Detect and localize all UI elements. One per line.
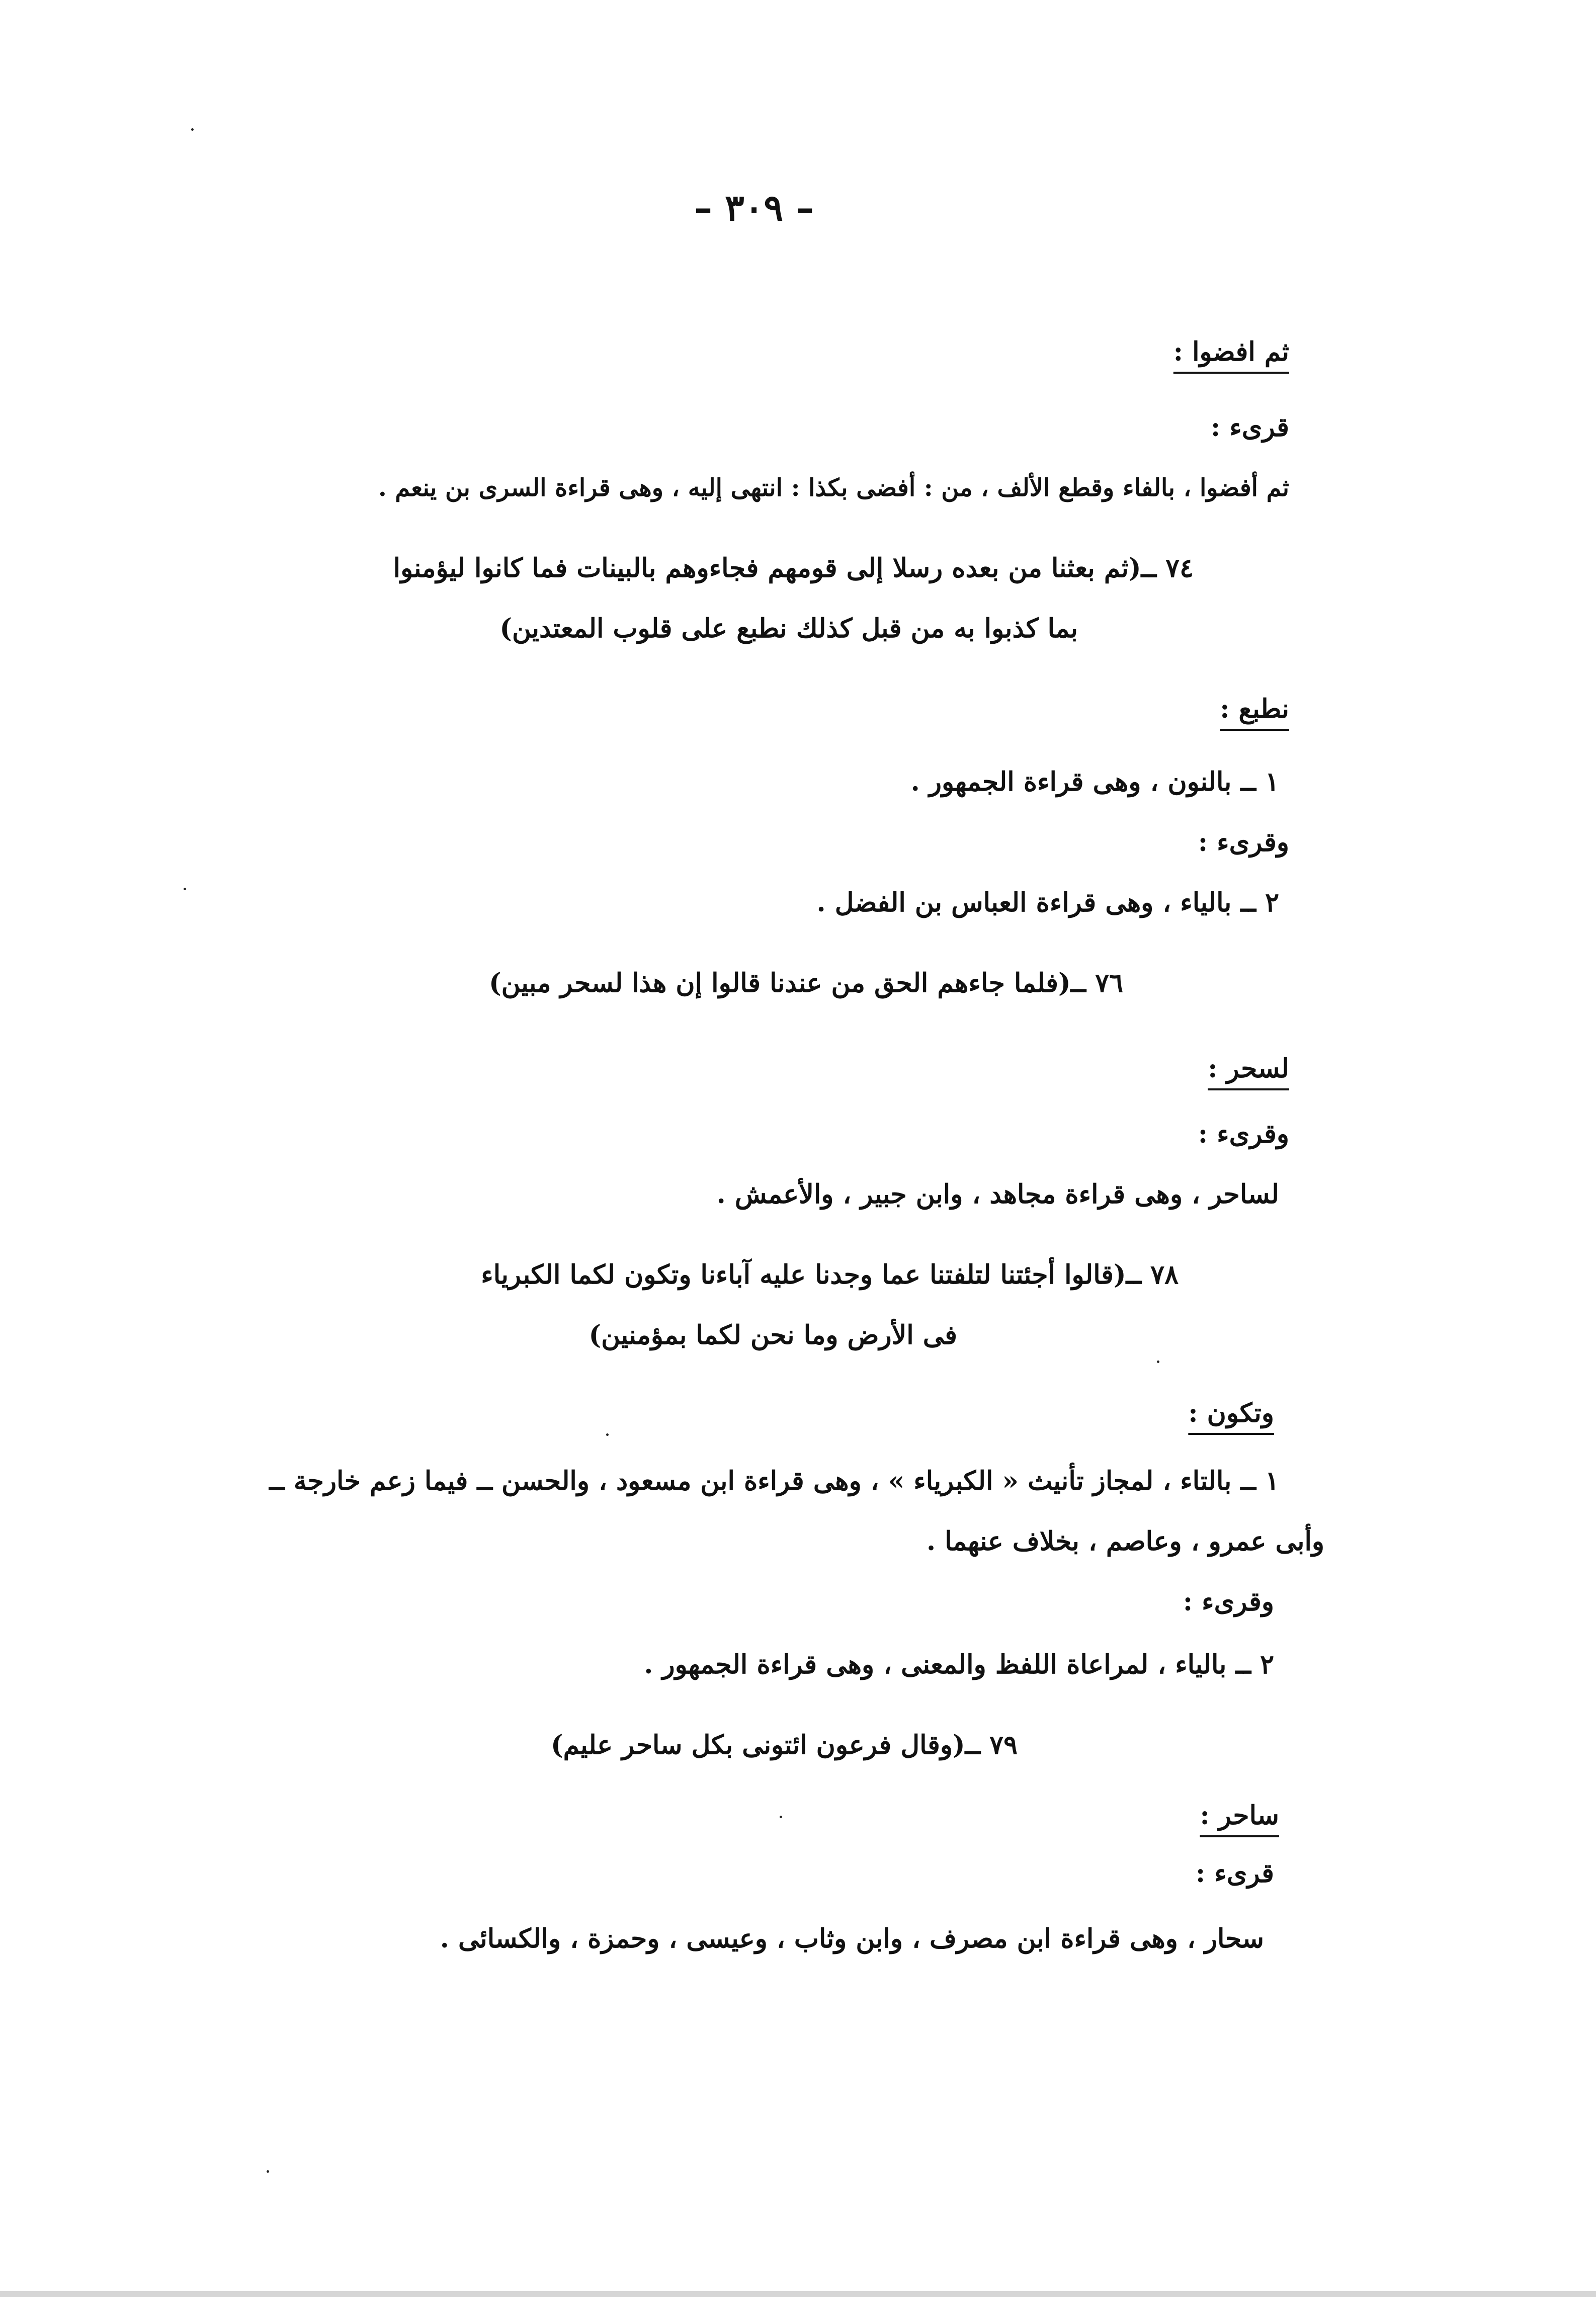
text-line: قرىء : — [1196, 1858, 1274, 1889]
section-heading: ساحر : — [1200, 1800, 1279, 1831]
scan-speck — [606, 1433, 609, 1436]
text-line: ثم أفضوا ، بالفاء وقطع الألف ، من : أفضى بكذا : انتهى إليه ، وهى قراءة السرى بن ينعم . — [378, 474, 1289, 502]
text-line: قرىء : — [1211, 412, 1289, 443]
section-heading: لسحر : — [1208, 1053, 1289, 1084]
scan-speck — [267, 2170, 269, 2173]
verse-line: ٧٩ ــ(وقال فرعون ائتونى بكل ساحر عليم) — [550, 1730, 1018, 1760]
text-line: ٢ ــ بالياء ، وهى قراءة العباس بن الفضل . — [816, 887, 1279, 918]
text-line: ١ ــ بالنون ، وهى قراءة الجمهور . — [910, 767, 1279, 797]
verse-line: بما كذبوا به من قبل كذلك نطبع على قلوب المعتدين) — [499, 613, 1078, 644]
text-line: ٢ ــ بالياء ، لمراعاة اللفظ والمعنى ، وهى قراءة الجمهور . — [644, 1649, 1274, 1680]
text-line: ١ ــ بالتاء ، لمجاز تأنيث « الكبرياء » ، وهى قراءة ابن مسعود ، والحسن ــ فيما زعم خارجة ــ — [269, 1466, 1279, 1496]
text-line: وقرىء : — [1198, 1119, 1289, 1149]
verse-line: فى الأرض وما نحن لكما بمؤمنين) — [589, 1320, 957, 1350]
scan-speck — [780, 1816, 782, 1818]
scan-speck — [184, 888, 186, 890]
bottom-border — [0, 2291, 1596, 2297]
text-line: سحار ، وهى قراءة ابن مصرف ، وابن وثاب ، وعيسى ، وحمزة ، والكسائى . — [440, 1923, 1264, 1954]
text-line: وأبى عمرو ، وعاصم ، بخلاف عنهما . — [927, 1526, 1324, 1557]
verse-line: ٧٦ ــ(فلما جاءهم الحق من عندنا قالوا إن هذا لسحر مبين) — [489, 968, 1123, 998]
verse-line: ٧٨ ــ(قالوا أجئتنا لتلفتنا عما وجدنا عليه آباءنا وتكون لكما الكبرياء — [481, 1259, 1179, 1290]
verse-line: ٧٤ ــ(ثم بعثنا من بعده رسلا إلى قومهم فجاءوهم بالبينات فما كانوا ليؤمنوا — [393, 553, 1194, 583]
page-number: – ٣٠٩ – — [694, 186, 814, 229]
scan-speck — [1157, 1360, 1159, 1363]
section-heading: وتكون : — [1188, 1398, 1274, 1428]
section-heading: نطبع : — [1220, 694, 1289, 724]
scan-speck — [191, 128, 194, 131]
text-line: وقرىء : — [1198, 827, 1289, 858]
section-heading: ثم افضوا : — [1173, 336, 1289, 367]
text-line: وقرىء : — [1183, 1586, 1274, 1617]
text-line: لساحر ، وهى قراءة مجاهد ، وابن جبير ، والأعمش . — [716, 1179, 1279, 1210]
